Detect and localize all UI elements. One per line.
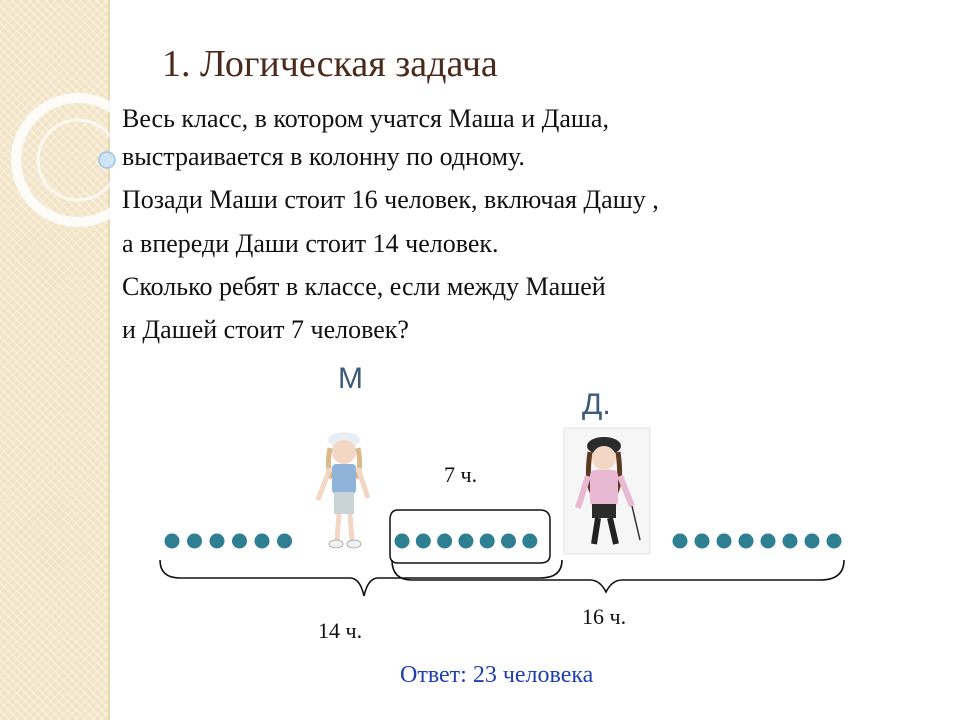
- child-dot: [210, 534, 225, 549]
- problem-line: и Дашей стоит 7 человек?: [122, 315, 409, 344]
- doll-head: [592, 446, 616, 470]
- child-dot: [739, 534, 754, 549]
- child-dot: [232, 534, 247, 549]
- problem-line: Позади Маши стоит 16 человек, включая Дашу ,: [122, 185, 659, 214]
- problem-line: Сколько ребят в классе, если между Машей: [122, 272, 606, 301]
- child-dot: [187, 534, 202, 549]
- problem-line: выстраивается в колонну по одному.: [122, 142, 525, 171]
- doll-masha-image: [318, 432, 368, 548]
- child-dot: [695, 534, 710, 549]
- child-dot: [805, 534, 820, 549]
- child-dot: [761, 534, 776, 549]
- child-dot: [416, 534, 431, 549]
- doll-head: [332, 440, 356, 464]
- between-label: 7 ч.: [444, 462, 478, 487]
- brace-16-label: 16 ч.: [582, 604, 627, 629]
- doll-shorts: [592, 504, 616, 518]
- page-title: 1. Логическая задача: [162, 43, 498, 85]
- child-dot: [458, 534, 473, 549]
- child-dot: [522, 534, 537, 549]
- dasha-label: Д.: [582, 388, 611, 421]
- masha-label: М: [338, 362, 363, 395]
- doll-shoe: [329, 540, 343, 548]
- child-dot: [277, 534, 292, 549]
- child-dot: [255, 534, 270, 549]
- child-dot: [437, 534, 452, 549]
- doll-arm: [358, 468, 368, 498]
- doll-leg: [350, 514, 352, 540]
- child-dot: [165, 534, 180, 549]
- brace-14-label: 14 ч.: [318, 618, 363, 643]
- children-dots: [165, 534, 842, 549]
- child-dot: [501, 534, 516, 549]
- brace-16: [392, 560, 844, 592]
- child-dot: [827, 534, 842, 549]
- child-dot: [717, 534, 732, 549]
- doll-arm: [318, 468, 330, 500]
- doll-shoe: [347, 540, 361, 548]
- answer-text: Ответ: 23 человека: [400, 662, 594, 688]
- doll-top: [332, 464, 356, 494]
- doll-skirt: [334, 492, 354, 514]
- doll-jacket: [590, 470, 618, 506]
- child-dot: [480, 534, 495, 549]
- doll-dasha-image: [564, 428, 650, 554]
- problem-line: Весь класс, в котором учатся Маша и Даша,: [122, 104, 609, 133]
- child-dot: [673, 534, 688, 549]
- doll-leg: [337, 514, 339, 540]
- problem-line: а впереди Даши стоит 14 человек.: [122, 229, 499, 258]
- doll-leg: [594, 518, 598, 544]
- brace-14: [160, 560, 562, 596]
- child-dot: [783, 534, 798, 549]
- child-dot: [395, 534, 410, 549]
